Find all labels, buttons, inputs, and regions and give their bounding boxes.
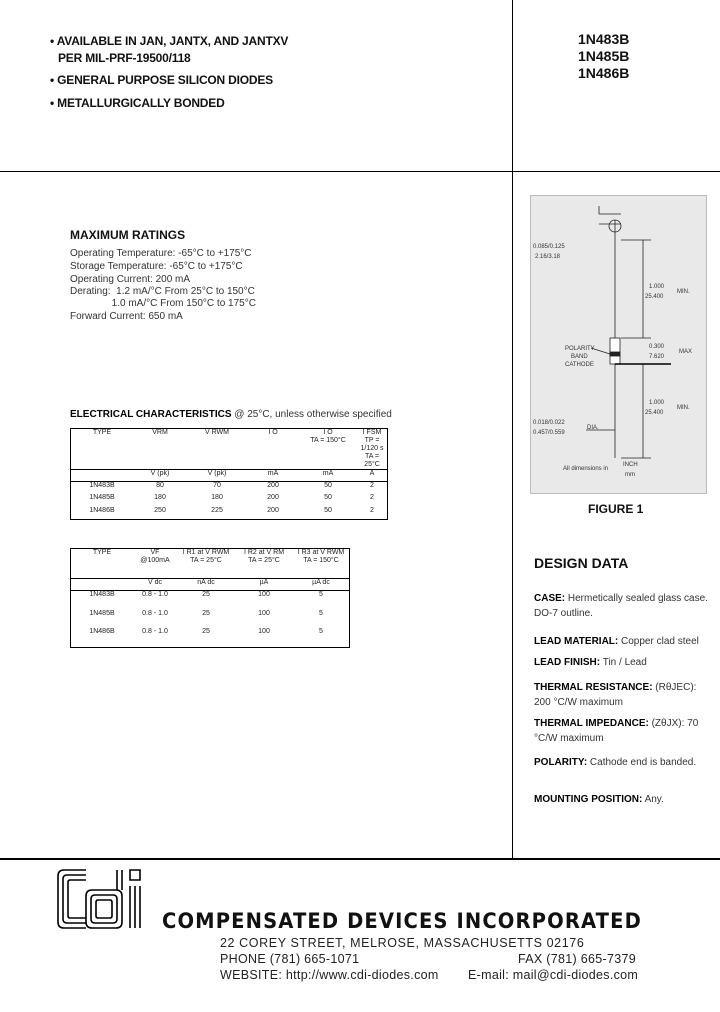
t1-header-type: TYPE [92,429,112,436]
max-rating-line: Derating: 1.2 mA/°C From 25°C to 150°C [70,286,255,297]
t2-cell: 100 [258,628,270,636]
fig-label-note: All dimensions in [563,466,609,472]
t1-unit: V (pk) [150,470,170,477]
elec-table-2 [70,548,350,648]
table-row [71,610,350,628]
t2-cell: 1N483B [89,591,115,598]
fig-label-lead-dia-suffix: DIA. [587,425,599,431]
t1-header-ifsm: I FSM TP = 1/120 s TA = 25°C [360,429,384,468]
feature-2: PER MIL-PRF-19500/118 [58,51,191,65]
t1-unit: A [369,470,375,477]
t1-cell: 200 [267,494,279,502]
t1-cell: 2 [370,482,374,489]
table-row [71,628,350,646]
vertical-divider [512,0,513,858]
max-rating-line: Forward Current: 650 mA [70,311,183,322]
fig-label-lead-dia: 0.018/0.022 [533,420,565,426]
fig-label-lead-dia-mm: 0.457/0.559 [533,430,565,436]
t1-cell: 1N483B [89,482,115,489]
table-row [71,507,388,519]
t1-cell: 2 [370,506,374,514]
table-row [71,494,388,506]
t2-cell: 0.8 - 1.0 [142,591,168,598]
company-website[interactable]: WEBSITE: http://www.cdi-diodes.com [220,968,439,982]
t2-unit [71,579,134,591]
part-number-1: 1N483B [578,31,630,47]
t1-header-vrwm: V RWM [205,429,229,436]
fig-label-dia1: 0.085/0.125 [533,244,565,250]
t2-header-ir2: I R2 at V RM TA = 25°C [243,549,285,564]
fig-label-lead-len2: 1.000 [649,400,665,406]
t2-cell: 100 [258,591,270,598]
company-email[interactable]: E-mail: mail@cdi-diodes.com [468,968,639,982]
figure-1-box [530,195,707,494]
design-thermal-impedance: THERMAL IMPEDANCE: (ZθJX): 70 °C/W maximum [534,718,699,744]
t1-cell: 80 [156,482,164,489]
t1-cell: 250 [154,506,166,514]
t2-unit: nA dc [197,579,215,586]
design-case: CASE: Hermetically sealed glass case. DO-7 outline. [534,593,708,619]
t2-cell: 5 [319,628,323,636]
t2-unit: µA [259,579,269,586]
fig-label-lead-len-suffix: MIN. [677,289,690,295]
feature-1: • AVAILABLE IN JAN, JANTX, AND JANTXV [50,34,289,48]
t1-unit [71,470,134,482]
t2-cell: 5 [319,609,323,617]
fig-label-body-len-suffix: MAX [679,349,693,355]
t1-cell: 1N485B [89,494,115,502]
fig-label-lead-len2-mm: 25.400 [645,410,664,416]
design-lead-material: LEAD MATERIAL: Copper clad steel [534,636,699,647]
fig-label-band: BAND [571,354,588,360]
t1-header-io2: I O TA = 150°C [310,429,346,444]
logo-drawing [56,866,156,932]
table-row [71,482,388,495]
t2-unit: V dc [147,579,162,586]
table-row [71,591,350,610]
footer-divider [0,858,720,860]
company-name: COMPENSATED DEVICES INCORPORATED [162,909,642,933]
design-polarity: POLARITY: Cathode end is banded. [534,757,697,768]
figure-caption: FIGURE 1 [588,502,644,516]
fig-label-note-mm: mm [625,472,635,478]
company-phone: PHONE (781) 665-1071 [220,952,360,966]
t2-cell: 0.8 - 1.0 [142,628,168,636]
max-rating-line: Storage Temperature: -65°C to +175°C [70,261,243,272]
design-mounting: MOUNTING POSITION: Any. [534,794,664,805]
fig-label-body-len-mm: 7.620 [649,354,665,360]
elec-title: ELECTRICAL CHARACTERISTICS @ 25°C, unless otherwise specified [70,409,392,420]
feature-3: • GENERAL PURPOSE SILICON DIODES [50,73,273,87]
t2-unit: µA dc [312,579,330,586]
company-fax: FAX (781) 665-7379 [518,952,636,966]
fig-label-polarity: POLARITY [565,346,595,352]
fig-label-cathode: CATHODE [565,362,594,368]
t2-cell: 1N486B [89,628,115,636]
t1-cell: 180 [154,494,166,502]
part-number-2: 1N485B [578,48,630,64]
t1-cell: 200 [267,506,279,514]
company-address: 22 COREY STREET, MELROSE, MASSACHUSETTS 02176 [220,936,585,950]
fig-label-note-inch: INCH [623,462,638,468]
t2-cell: 25 [202,591,210,598]
design-lead-finish: LEAD FINISH: Tin / Lead [534,657,647,668]
diode-outline-drawing [531,196,706,493]
max-rating-line: Operating Temperature: -65°C to +175°C [70,248,252,259]
fig-label-body-len: 0.300 [649,344,665,350]
fig-label-lead-len: 1.000 [649,284,665,290]
feature-4: • METALLURGICALLY BONDED [50,96,225,110]
max-ratings-title: MAXIMUM RATINGS [70,228,186,242]
t2-header-ir3: I R3 at V RWM TA = 150°C [297,549,345,564]
t1-cell: 1N486B [89,506,115,514]
t1-header-vrm: VRM [152,429,168,436]
fig-label-dia1-mm: 2.16/3.18 [535,254,561,260]
t1-cell: 200 [267,482,279,489]
t1-cell: 50 [324,506,332,514]
part-number-3: 1N486B [578,65,630,81]
header-divider [0,171,720,172]
max-rating-line: Operating Current: 200 mA [70,274,191,285]
t1-unit: mA [322,470,334,477]
t1-unit: mA [267,470,279,477]
t2-header-vf: VF @100mA [140,549,170,564]
t1-cell: 50 [324,482,332,489]
t2-cell: 0.8 - 1.0 [142,609,168,617]
design-data-title: DESIGN DATA [534,555,629,571]
elec-table-1 [70,428,388,520]
t2-cell: 1N485B [89,609,115,617]
fig-label-lead-len2-suffix: MIN. [677,405,690,411]
t1-header-io: I O [268,429,278,436]
max-rating-line: 1.0 mA/°C From 150°C to 175°C [70,298,256,309]
t1-cell: 2 [370,494,374,502]
t2-cell: 25 [202,609,210,617]
t2-cell: 25 [202,628,210,636]
t2-header-type: TYPE [92,549,112,556]
t1-cell: 70 [213,482,221,489]
t1-unit: V (pk) [207,470,227,477]
t1-cell: 225 [211,506,223,514]
t2-header-ir1: I R1 at V RWM TA = 25°C [182,549,230,564]
t1-cell: 180 [211,494,223,502]
t2-cell: 100 [258,609,270,617]
fig-label-lead-len-mm: 25.400 [645,294,664,300]
t2-cell: 5 [319,591,323,598]
cdi-logo [56,866,156,932]
t1-cell: 50 [324,494,332,502]
design-thermal-resistance: THERMAL RESISTANCE: (RθJEC): 200 °C/W maximum [534,682,697,708]
